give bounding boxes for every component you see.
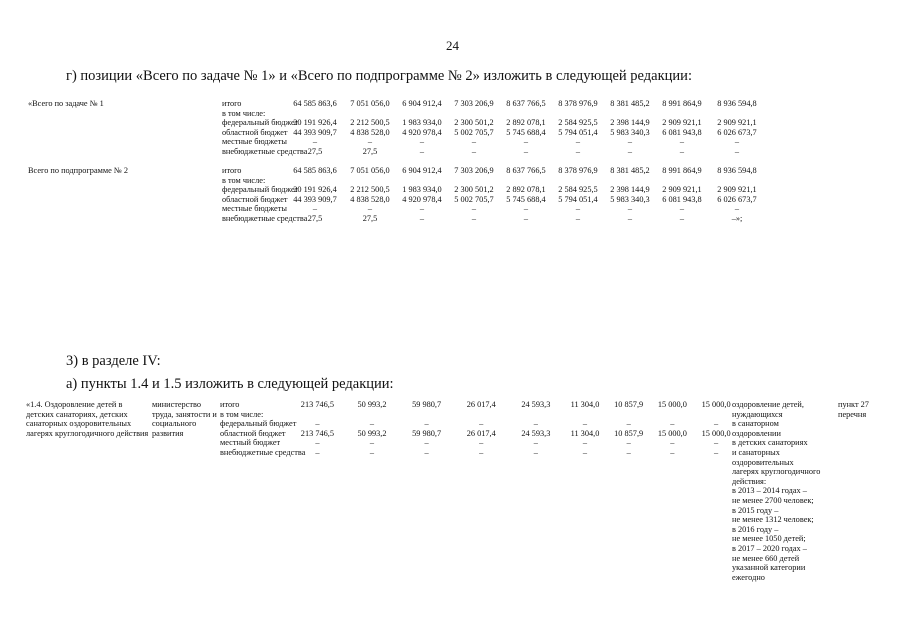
value-cell: – — [424, 438, 429, 447]
value-cell: – — [679, 146, 685, 156]
value-cell — [552, 109, 604, 119]
value-cell: – — [479, 419, 484, 428]
value-cell: – — [627, 137, 633, 146]
value-cell: – — [734, 146, 740, 156]
row-label: местные бюджеты — [222, 137, 287, 146]
indicator-text — [732, 400, 842, 582]
value-cell — [656, 176, 708, 186]
table-row — [26, 204, 766, 214]
row-label: местный бюджет — [220, 438, 281, 447]
value-cell — [290, 410, 345, 420]
value-cell — [708, 109, 766, 119]
value-cell: – — [523, 137, 529, 146]
value-cell: – — [479, 447, 484, 457]
value-cell: 8 378 976,9 — [558, 99, 598, 108]
value-cell: 7 303 206,9 — [454, 166, 494, 175]
group-title: «Всего по задаче № 1 — [28, 99, 104, 108]
value-cell: 27,5 — [362, 213, 378, 223]
table-row — [26, 185, 766, 195]
row-label: итого — [222, 99, 242, 108]
value-cell: – — [369, 438, 375, 447]
group-title — [26, 147, 220, 157]
value-cell: 5 002 705,7 — [454, 194, 494, 204]
value-cell: 2 892 078,1 — [506, 118, 546, 127]
table-row — [26, 137, 766, 147]
table-row — [218, 400, 738, 410]
row-label: областной бюджет — [222, 127, 288, 137]
value-cell: 7 303 206,9 — [454, 99, 494, 108]
value-cell: – — [471, 213, 477, 223]
indicator-line: указанной категории — [732, 563, 806, 573]
indicator-line: оздоровительных — [732, 457, 794, 467]
value-cell: – — [714, 438, 719, 447]
row-label: внебюджетные средства — [220, 447, 306, 457]
value-cell: 26 017,4 — [466, 428, 496, 438]
group-title — [26, 128, 220, 138]
value-cell — [454, 410, 509, 420]
indicator-line: в детских санаториях — [732, 438, 808, 448]
value-cell: 213 746,5 — [300, 428, 334, 438]
value-cell: 6 904 912,4 — [402, 99, 442, 108]
table-row — [218, 438, 738, 448]
value-cell: – — [419, 213, 425, 223]
table-row — [26, 195, 766, 205]
value-cell: 5 794 051,4 — [558, 194, 598, 204]
indicator-line: ежегодно — [732, 572, 765, 582]
value-cell — [651, 410, 695, 420]
table-row — [26, 128, 766, 138]
value-cell: 8 637 766,5 — [506, 99, 546, 108]
value-cell: – — [367, 204, 373, 213]
value-cell: – — [679, 213, 685, 223]
value-cell: – — [626, 438, 631, 447]
executor: министерство труда, занятости и социального развития — [152, 400, 217, 438]
value-cell: – — [626, 447, 631, 457]
value-cell: – — [471, 204, 477, 213]
value-cell: 5 745 688,4 — [506, 127, 546, 137]
value-cell — [656, 109, 708, 119]
group-title — [26, 118, 220, 128]
indicator-line: оздоровление детей, — [732, 400, 804, 409]
value-cell: 2 584 925,5 — [558, 185, 598, 194]
value-cell: – — [533, 447, 538, 457]
value-cell: 4 920 978,4 — [402, 127, 442, 137]
indicator-line: в 2013 – 2014 годах – — [732, 486, 807, 496]
value-cell: 4 838 528,0 — [350, 194, 390, 204]
indicator-line: в 2016 году – — [732, 524, 779, 534]
value-cell: 44 393 909,7 — [293, 127, 337, 137]
value-cell: 7 051 056,0 — [350, 166, 390, 175]
indicator-line: не менее 1312 человек; — [732, 515, 814, 525]
value-cell: 1 983 934,0 — [402, 185, 442, 194]
value-cell — [607, 410, 651, 420]
value-cell: – — [479, 438, 484, 447]
value-cell: – — [626, 419, 631, 428]
value-cell: – — [582, 438, 588, 447]
group-title — [26, 214, 220, 224]
indicator-line: оздоровлении — [732, 428, 781, 438]
value-cell: – — [315, 419, 320, 428]
value-cell: 64 585 863,6 — [293, 166, 337, 175]
value-cell: – — [312, 137, 318, 146]
table-row — [218, 429, 738, 439]
value-cell: 24 593,3 — [521, 400, 551, 409]
value-cell: 20 191 926,4 — [293, 185, 337, 194]
value-cell: 2 398 144,9 — [610, 118, 650, 127]
value-cell: – — [627, 204, 633, 213]
value-cell — [509, 410, 564, 420]
value-cell: – — [367, 137, 373, 146]
heading-section-iv: 3) в разделе IV: — [66, 353, 161, 369]
value-cell — [286, 176, 344, 186]
value-cell — [563, 410, 607, 420]
value-cell: – — [714, 419, 719, 428]
value-cell: – — [523, 213, 529, 223]
value-cell: 50 993,2 — [357, 400, 387, 409]
indicator-line: и санаторных — [732, 447, 780, 457]
value-cell: – — [734, 137, 740, 146]
group-title: Всего по подпрограмме № 2 — [28, 166, 129, 175]
value-cell — [604, 109, 656, 119]
value-cell: 44 393 909,7 — [293, 194, 337, 204]
row-label: внебюджетные средства — [222, 213, 308, 223]
table-row — [26, 118, 766, 128]
value-cell: 2 909 921,1 — [662, 118, 702, 127]
value-cell — [399, 410, 454, 420]
value-cell: – — [575, 137, 581, 146]
value-cell — [552, 176, 604, 186]
value-cell — [708, 176, 766, 186]
value-cell: –»; — [731, 213, 743, 223]
value-cell — [344, 176, 396, 186]
table-row — [26, 99, 766, 109]
value-cell: 5 002 705,7 — [454, 127, 494, 137]
indicator-line: в 2017 – 2020 годах – — [732, 543, 807, 553]
indicator-line: лагерях круглогодичного — [732, 467, 821, 477]
table-row — [26, 214, 766, 224]
value-cell — [448, 176, 500, 186]
value-cell: – — [582, 419, 588, 428]
value-cell: – — [419, 204, 425, 213]
value-cell — [344, 109, 396, 119]
row-label: местные бюджеты — [222, 204, 287, 213]
value-cell: 8 936 594,8 — [717, 166, 757, 175]
value-cell: 11 304,0 — [570, 428, 600, 438]
value-cell: 8 381 485,2 — [610, 166, 650, 175]
value-cell — [396, 176, 448, 186]
value-cell: 8 378 976,9 — [558, 166, 598, 175]
value-cell: 15 000,0 — [657, 428, 687, 438]
value-cell: – — [734, 204, 740, 213]
value-cell: – — [369, 447, 375, 457]
value-cell: 7 051 056,0 — [350, 99, 390, 108]
table-row — [26, 109, 766, 119]
value-cell: 5 794 051,4 — [558, 127, 598, 137]
value-cell: – — [670, 419, 675, 428]
group-title — [26, 185, 220, 195]
indicator-line: не менее 1050 детей; — [732, 534, 806, 544]
value-cell: 5 745 688,4 — [506, 194, 546, 204]
value-cell: – — [679, 204, 685, 213]
value-cell: – — [582, 447, 588, 457]
group-title — [26, 204, 220, 214]
group-title — [26, 176, 220, 186]
value-cell: 8 991 864,9 — [662, 166, 702, 175]
value-cell: 2 300 501,2 — [454, 185, 494, 194]
value-cell — [604, 176, 656, 186]
heading-items: а) пункты 1.4 и 1.5 изложить в следующей редакции: — [66, 376, 394, 392]
value-cell: 2 212 500,5 — [350, 185, 390, 194]
value-cell: 24 593,3 — [521, 428, 551, 438]
table-row — [218, 410, 738, 420]
value-cell: 8 381 485,2 — [610, 99, 650, 108]
value-cell: 20 191 926,4 — [293, 118, 337, 127]
row-label: итого — [222, 166, 242, 175]
value-cell: – — [523, 204, 529, 213]
value-cell: 15 000,0 — [701, 428, 731, 438]
table-row — [26, 176, 766, 186]
value-cell: – — [575, 204, 581, 213]
value-cell: – — [575, 213, 581, 223]
value-cell: 26 017,4 — [466, 400, 496, 409]
value-cell: 2 398 144,9 — [610, 185, 650, 194]
value-cell: – — [679, 137, 685, 146]
value-cell: – — [575, 146, 581, 156]
value-cell: 15 000,0 — [657, 400, 687, 409]
value-cell: 6 026 673,7 — [717, 127, 757, 137]
value-cell: 2 892 078,1 — [506, 185, 546, 194]
value-cell: 27,5 — [362, 146, 378, 156]
value-cell: – — [424, 447, 429, 457]
row-label: федеральный бюджет — [220, 419, 297, 428]
value-cell: 8 637 766,5 — [506, 166, 546, 175]
value-cell — [286, 109, 344, 119]
row-label: федеральный бюджет — [222, 185, 299, 194]
value-cell: – — [627, 146, 633, 156]
value-cell — [500, 176, 552, 186]
value-cell: – — [312, 204, 318, 213]
value-cell: 64 585 863,6 — [293, 99, 337, 108]
table-row — [26, 147, 766, 157]
row-label: федеральный бюджет — [222, 118, 299, 127]
value-cell: 2 212 500,5 — [350, 118, 390, 127]
value-cell: 2 300 501,2 — [454, 118, 494, 127]
value-cell: 15 000,0 — [701, 400, 731, 409]
value-cell: – — [533, 438, 538, 447]
value-cell: 27,5 — [307, 146, 323, 156]
value-cell: 59 980,7 — [412, 400, 442, 409]
value-cell: 5 983 340,3 — [610, 194, 650, 204]
value-cell: 2 909 921,1 — [717, 185, 757, 194]
value-cell: – — [369, 419, 375, 428]
group-title — [26, 109, 220, 119]
indicator-line: действия: — [732, 476, 767, 486]
value-cell: 10 857,9 — [614, 428, 644, 438]
value-cell: – — [714, 447, 719, 457]
value-cell: – — [419, 146, 425, 156]
value-cell: – — [533, 419, 538, 428]
value-cell: 8 991 864,9 — [662, 99, 702, 108]
indicator-line: в 2015 году – — [732, 505, 779, 515]
row-label: в том числе: — [222, 175, 266, 185]
totals-table — [26, 99, 766, 223]
indicator-line: в санаторном — [732, 419, 779, 429]
reference: пункт 27 перечня — [838, 400, 869, 419]
value-cell: 59 980,7 — [412, 428, 442, 438]
value-cell — [500, 109, 552, 119]
row-label: в том числе: — [220, 409, 264, 419]
value-cell: 4 920 978,4 — [402, 194, 442, 204]
value-cell: – — [627, 213, 633, 223]
item-title: «1.4. Оздоровление детей в детских санаториях, детских санаторных оздоровительных лагерях круглогодичного действия — [26, 400, 149, 438]
table-row — [218, 448, 738, 458]
row-label: итого — [220, 400, 240, 409]
value-cell — [345, 410, 400, 420]
table-row — [218, 419, 738, 429]
row-label: областной бюджет — [222, 194, 288, 204]
indicator-line: не менее 660 детей — [732, 553, 800, 563]
row-label: областной бюджет — [220, 428, 286, 438]
row-label: внебюджетные средства — [222, 146, 308, 156]
value-cell: 4 838 528,0 — [350, 127, 390, 137]
value-cell: 10 857,9 — [614, 400, 644, 409]
value-cell: 6 081 943,8 — [662, 127, 702, 137]
value-cell: 50 993,2 — [357, 428, 387, 438]
value-cell: 5 983 340,3 — [610, 127, 650, 137]
value-cell: 213 746,5 — [300, 400, 334, 409]
value-cell: 8 936 594,8 — [717, 99, 757, 108]
value-cell: 27,5 — [307, 213, 323, 223]
value-cell: – — [424, 419, 429, 428]
value-cell: 2 909 921,1 — [717, 118, 757, 127]
value-cell — [396, 109, 448, 119]
indicator-line: нуждающихся — [732, 409, 783, 419]
table-row — [26, 166, 766, 176]
heading-positions: г) позиции «Всего по задаче № 1» и «Всего по подпрограмме № 2» изложить в следующей редакции: — [66, 68, 692, 84]
value-cell: 6 904 912,4 — [402, 166, 442, 175]
value-cell: – — [419, 137, 425, 146]
indicator-line: не менее 2700 человек; — [732, 495, 814, 505]
value-cell: – — [670, 447, 675, 457]
value-cell: 6 081 943,8 — [662, 194, 702, 204]
page-number: 24 — [446, 38, 459, 53]
value-cell — [448, 109, 500, 119]
value-cell: 2 584 925,5 — [558, 118, 598, 127]
value-cell: 6 026 673,7 — [717, 194, 757, 204]
value-cell: 11 304,0 — [570, 400, 600, 409]
value-cell: – — [315, 447, 320, 457]
value-cell: – — [315, 438, 320, 447]
group-title — [26, 137, 220, 147]
value-cell: 2 909 921,1 — [662, 185, 702, 194]
value-cell: – — [670, 438, 675, 447]
value-cell: – — [471, 146, 477, 156]
row-label: в том числе: — [222, 108, 266, 118]
value-cell: – — [471, 137, 477, 146]
value-cell: – — [523, 146, 529, 156]
value-cell: 1 983 934,0 — [402, 118, 442, 127]
group-title — [26, 195, 220, 205]
item-finance-table — [218, 400, 738, 457]
